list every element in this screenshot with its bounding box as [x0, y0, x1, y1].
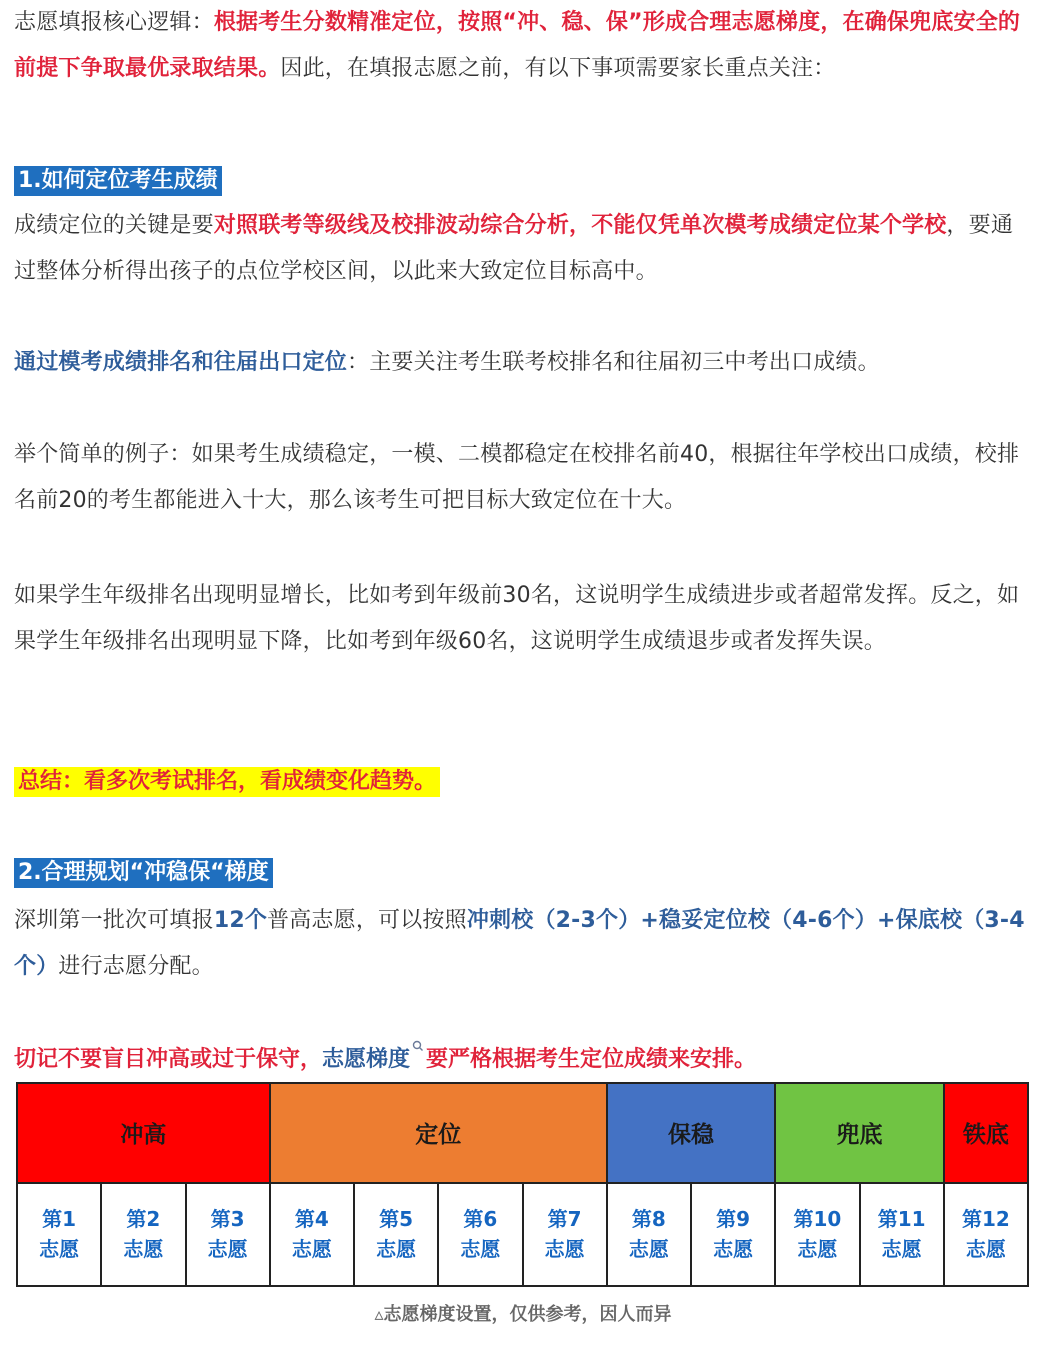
section1-summary: 总结：看多次考试排名，看成绩变化趋势。: [14, 767, 440, 797]
s1p2-emphasis: 通过模考成绩排名和往届出口定位: [14, 350, 348, 375]
choice-word: 志愿: [291, 1237, 332, 1262]
choice-number: 第3: [210, 1207, 245, 1232]
warn-a: 切记不要盲目冲高或过于保守，: [14, 1047, 323, 1072]
choice-word: 志愿: [207, 1237, 248, 1262]
s1p1-tail: ，要通过整体分析得出孩子的点位学校区间，以此来大致定位目标高中。: [14, 213, 1014, 284]
choice-number: 第12: [961, 1207, 1010, 1232]
choice-number: 第5: [379, 1207, 414, 1232]
warn-b: 志愿梯度: [322, 1047, 411, 1072]
s1p1-emphasis: 对照联考等级线及校排波动综合分析，不能仅凭单次模考成绩定位某个学校: [213, 213, 947, 238]
intro-tail: 因此，在填报志愿之前，有以下事项需要家长重点关注：: [280, 56, 836, 81]
gradient-group-row: [17, 1083, 1028, 1183]
choice-word: 志愿: [797, 1237, 838, 1262]
choice-number: 第10: [793, 1207, 842, 1232]
choice-word: 志愿: [628, 1237, 669, 1262]
intro-lead: 志愿填报核心逻辑：: [14, 10, 214, 35]
choice-word: 志愿: [713, 1237, 754, 1262]
gradient-choice-row: [17, 1183, 1028, 1286]
figure-caption: ▵志愿梯度设置，仅供参考，因人而异: [374, 1304, 672, 1325]
choice-cell: [17, 1183, 101, 1286]
choice-cell: [607, 1183, 691, 1286]
choice-cell: [186, 1183, 270, 1286]
section2-heading: 2.合理规划“冲稳保“梯度: [14, 858, 273, 888]
choice-word: 志愿: [544, 1237, 585, 1262]
choice-cell: [775, 1183, 859, 1286]
s1p2-tail: ：主要关注考生联考校排名和往届初三中考出口成绩。: [347, 350, 880, 375]
choice-number: 第7: [547, 1207, 582, 1232]
section1-heading: 1.如何定位考生成绩: [14, 166, 222, 196]
choice-cell: [860, 1183, 944, 1286]
choice-cell: [691, 1183, 775, 1286]
section1-paragraph-2: [14, 340, 1032, 386]
s2p1-b: 12个: [213, 908, 268, 933]
choice-cell: [438, 1183, 522, 1286]
choice-word: 志愿: [460, 1237, 501, 1262]
choice-number: 第8: [631, 1207, 666, 1232]
section2-warning: [14, 1040, 756, 1080]
group-cell-target: 定位: [270, 1083, 607, 1183]
choice-word: 志愿: [39, 1237, 80, 1262]
intro-emphasis: 根据考生分数精准定位，按照“冲、稳、保”形成合理志愿梯度，在确保兜底安全的前提下争取最优录取结果。: [14, 10, 1021, 81]
group-cell-floor: 铁底: [944, 1083, 1028, 1183]
group-cell-rush: 冲高: [17, 1083, 270, 1183]
choice-number: 第1: [42, 1207, 77, 1232]
choice-word: 志愿: [965, 1237, 1006, 1262]
choice-cell: [944, 1183, 1028, 1286]
section2-paragraph-1: [14, 898, 1032, 990]
choice-number: 第4: [294, 1207, 329, 1232]
s2p1-e: 进行志愿分配。: [58, 954, 214, 979]
section1-paragraph-4: 如果学生年级排名出现明显增长，比如考到年级前30名，这说明学生成绩进步或者超常发挥。反之，如果学生年级排名出现明显下降，比如考到年级60名，这说明学生成绩退步或者发挥失误。: [14, 583, 1020, 654]
s2p1-d: 冲刺校（2-3个）+稳妥定位校（4-6个）+保底校（3-4个）: [14, 908, 1025, 979]
group-cell-safety: 兜底: [775, 1083, 944, 1183]
s2p1-c: 普高志愿，可以按照: [267, 908, 467, 933]
choice-number: 第6: [463, 1207, 498, 1232]
choice-number: 第2: [126, 1207, 161, 1232]
choice-cell: [101, 1183, 185, 1286]
group-cell-stable: 保稳: [607, 1083, 776, 1183]
choice-number: 第9: [716, 1207, 751, 1232]
s1p1-lead: 成绩定位的关键是要: [14, 213, 214, 238]
choice-word: 志愿: [123, 1237, 164, 1262]
choice-word: 志愿: [881, 1237, 922, 1262]
gradient-table: [16, 1082, 1029, 1287]
intro-paragraph: [14, 0, 1032, 92]
warn-c: 要严格根据考生定位成绩来安排。: [426, 1047, 757, 1072]
choice-cell: [523, 1183, 607, 1286]
section1-paragraph-1: [14, 203, 1032, 295]
choice-number: 第11: [877, 1207, 926, 1232]
section1-paragraph-3: 举个简单的例子：如果考生成绩稳定，一模、二模都稳定在校排名前40，根据往年学校出口成绩，校排名前20的考生都能进入十大，那么该考生可把目标大致定位在十大。: [14, 442, 1020, 513]
s2p1-a: 深圳第一批次可填报: [14, 908, 214, 933]
choice-word: 志愿: [376, 1237, 417, 1262]
choice-cell: [270, 1183, 354, 1286]
search-icon[interactable]: [412, 1040, 424, 1062]
choice-cell: [354, 1183, 438, 1286]
